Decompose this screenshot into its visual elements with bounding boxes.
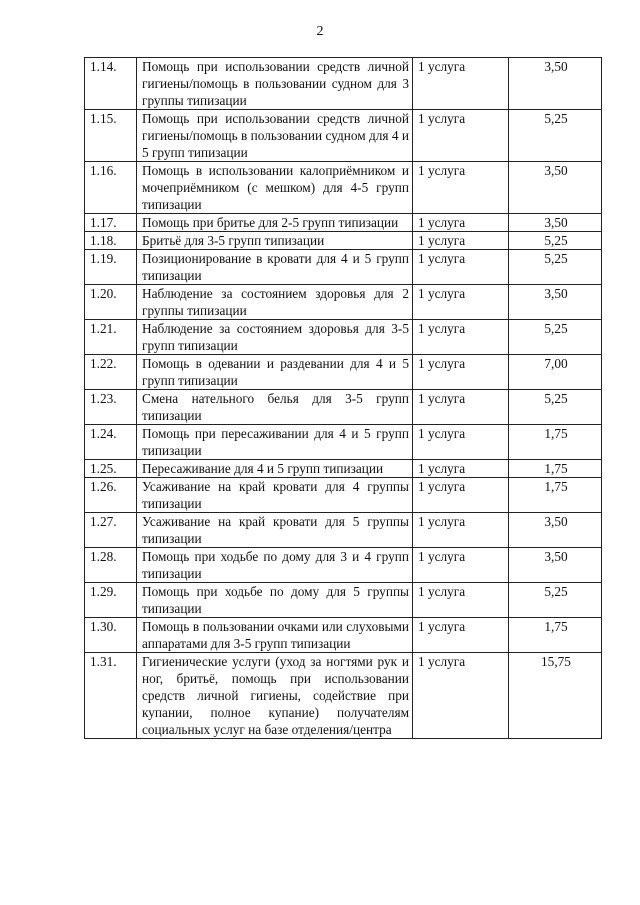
table-row (85, 460, 602, 478)
table-row (85, 285, 602, 320)
service-number: 1.28. (85, 548, 137, 583)
service-price: 7,00 (509, 355, 602, 390)
table-row (85, 162, 602, 214)
service-description: Помощь в одевании и раздевании для 4 и 5 групп типизации (137, 355, 413, 390)
table-row (85, 58, 602, 110)
service-unit: 1 услуга (413, 618, 509, 653)
table-row (85, 232, 602, 250)
service-description: Бритьё для 3-5 групп типизации (137, 232, 413, 250)
service-description: Усаживание на край кровати для 4 группы типизации (137, 478, 413, 513)
service-price: 1,75 (509, 618, 602, 653)
service-unit: 1 услуга (413, 285, 509, 320)
services-table (84, 57, 602, 739)
service-price: 3,50 (509, 548, 602, 583)
service-description: Помощь при ходьбе по дому для 3 и 4 групп типизации (137, 548, 413, 583)
service-number: 1.22. (85, 355, 137, 390)
service-unit: 1 услуга (413, 513, 509, 548)
service-number: 1.25. (85, 460, 137, 478)
service-description: Позиционирование в кровати для 4 и 5 групп типизации (137, 250, 413, 285)
service-price: 5,25 (509, 320, 602, 355)
service-description: Гигиенические услуги (уход за ногтями рук и ног, бритьё, помощь при использовании средств личной гигиены, содействие при купании, полное купание) получателям социальных услуг на базе отделения/центра (137, 653, 413, 739)
service-description: Помощь при бритье для 2-5 групп типизации (137, 214, 413, 232)
service-number: 1.24. (85, 425, 137, 460)
service-number: 1.18. (85, 232, 137, 250)
service-number: 1.14. (85, 58, 137, 110)
service-unit: 1 услуга (413, 320, 509, 355)
service-unit: 1 услуга (413, 548, 509, 583)
service-description: Помощь при использовании средств личной гигиены/помощь в пользовании судном для 3 группы типизации (137, 58, 413, 110)
service-number: 1.17. (85, 214, 137, 232)
service-price: 1,75 (509, 478, 602, 513)
table-row (85, 548, 602, 583)
service-price: 3,50 (509, 162, 602, 214)
service-number: 1.23. (85, 390, 137, 425)
service-unit: 1 услуга (413, 110, 509, 162)
table-row (85, 513, 602, 548)
service-number: 1.19. (85, 250, 137, 285)
service-description: Помощь при использовании средств личной гигиены/помощь в пользовании судном для 4 и 5 групп типизации (137, 110, 413, 162)
service-number: 1.16. (85, 162, 137, 214)
service-number: 1.31. (85, 653, 137, 739)
service-price: 15,75 (509, 653, 602, 739)
service-price: 5,25 (509, 250, 602, 285)
service-unit: 1 услуга (413, 390, 509, 425)
service-price: 3,50 (509, 285, 602, 320)
service-description: Смена нательного белья для 3-5 групп типизации (137, 390, 413, 425)
service-description: Помощь при пересаживании для 4 и 5 групп типизации (137, 425, 413, 460)
service-unit: 1 услуга (413, 355, 509, 390)
service-price: 5,25 (509, 110, 602, 162)
service-description: Помощь в использовании калоприёмником и мочеприёмником (с мешком) для 4-5 групп типизации (137, 162, 413, 214)
service-unit: 1 услуга (413, 58, 509, 110)
table-row (85, 653, 602, 739)
service-unit: 1 услуга (413, 425, 509, 460)
service-description: Наблюдение за состоянием здоровья для 3-5 групп типизации (137, 320, 413, 355)
service-description: Наблюдение за состоянием здоровья для 2 группы типизации (137, 285, 413, 320)
service-number: 1.15. (85, 110, 137, 162)
page-number: 2 (316, 24, 324, 39)
service-number: 1.29. (85, 583, 137, 618)
service-unit: 1 услуга (413, 162, 509, 214)
service-unit: 1 услуга (413, 653, 509, 739)
service-price: 3,50 (509, 513, 602, 548)
service-number: 1.20. (85, 285, 137, 320)
service-number: 1.26. (85, 478, 137, 513)
service-price: 5,25 (509, 583, 602, 618)
service-price: 5,25 (509, 390, 602, 425)
table-row (85, 618, 602, 653)
service-price: 3,50 (509, 58, 602, 110)
service-unit: 1 услуга (413, 214, 509, 232)
service-number: 1.21. (85, 320, 137, 355)
service-unit: 1 услуга (413, 232, 509, 250)
service-number: 1.27. (85, 513, 137, 548)
table-row (85, 425, 602, 460)
table-row (85, 390, 602, 425)
table-row (85, 250, 602, 285)
service-unit: 1 услуга (413, 583, 509, 618)
table-row (85, 355, 602, 390)
service-description: Пересаживание для 4 и 5 групп типизации (137, 460, 413, 478)
service-price: 1,75 (509, 425, 602, 460)
service-description: Помощь при ходьбе по дому для 5 группы типизации (137, 583, 413, 618)
table-row (85, 478, 602, 513)
service-unit: 1 услуга (413, 250, 509, 285)
table-row (85, 110, 602, 162)
service-price: 5,25 (509, 232, 602, 250)
service-description: Усаживание на край кровати для 5 группы типизации (137, 513, 413, 548)
service-number: 1.30. (85, 618, 137, 653)
service-unit: 1 услуга (413, 478, 509, 513)
table-row (85, 214, 602, 232)
service-price: 3,50 (509, 214, 602, 232)
table-row (85, 583, 602, 618)
service-price: 1,75 (509, 460, 602, 478)
table-row (85, 320, 602, 355)
service-description: Помощь в пользовании очками или слуховыми аппаратами для 3-5 групп типизации (137, 618, 413, 653)
service-unit: 1 услуга (413, 460, 509, 478)
